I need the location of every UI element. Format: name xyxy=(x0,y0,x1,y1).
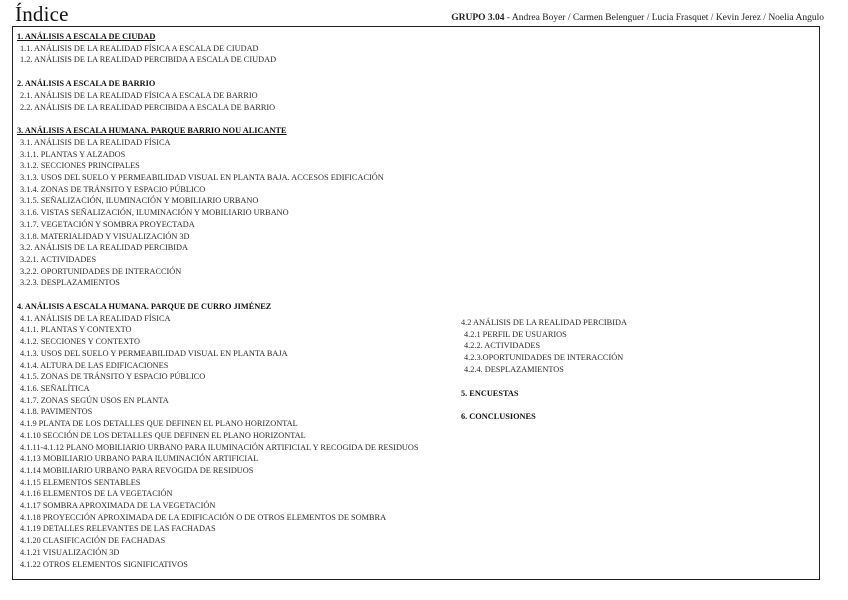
index-entry[interactable]: 4.1.4. ALTURA DE LAS EDIFICACIONES xyxy=(20,360,169,370)
index-entry[interactable]: 3.1.6. VISTAS SEÑALIZACIÓN, ILUMINACIÓN Y MOBILIARIO URBANO xyxy=(20,208,289,218)
index-entry[interactable]: 3.1.1. PLANTAS Y ALZADOS xyxy=(20,149,126,159)
index-entry[interactable]: 3.1.5. SEÑALIZACIÓN, ILUMINACIÓN Y MOBILIARIO URBANO xyxy=(20,196,259,206)
index-entry[interactable]: 4.1.14 MOBILIARIO URBANO PARA REVOGIDA DE RESIDUOS xyxy=(20,465,254,475)
index-entry[interactable]: 2.1. ANÁLISIS DE LA REALIDAD FÍSICA A ESCALA DE BARRIO xyxy=(20,90,258,100)
index-entry[interactable]: 4.2 ANÁLISIS DE LA REALIDAD PERCIBIDA xyxy=(461,318,627,327)
index-entry[interactable]: 2.2. ANÁLISIS DE LA REALIDAD PERCIBIDA A ESCALA DE BARRIO xyxy=(20,102,276,112)
index-entry[interactable]: 1.1. ANÁLISIS DE LA REALIDAD FÍSICA A ESCALA DE CIUDAD xyxy=(20,43,259,53)
index-entry[interactable]: 4.1.15 ELEMENTOS SENTABLES xyxy=(20,477,141,487)
index-entry[interactable]: 4.2.3.OPORTUNIDADES DE INTERACCIÓN xyxy=(464,353,624,363)
page-title: Índice xyxy=(15,2,69,26)
index-column-left xyxy=(17,31,457,570)
index-entry[interactable]: 4.1.11-4.1.12 PLANO MOBILIARIO URBANO PARA ILUMINACIÓN ARTIFICIAL Y RECOGIDA DE RESIDUOS xyxy=(20,442,419,452)
index-entry[interactable]: 4.2.1 PERFIL DE USUARIOS xyxy=(464,329,567,339)
index-entry[interactable]: 4.1.9 PLANTA DE LOS DETALLES QUE DEFINEN EL PLANO HORIZONTAL xyxy=(20,419,298,429)
index-entry[interactable]: 3.2. ANÁLISIS DE LA REALIDAD PERCIBIDA xyxy=(20,243,189,253)
index-column-right xyxy=(461,317,801,423)
index-entry[interactable]: 3.1.3. USOS DEL SUELO Y PERMEABILIDAD VISUAL EN PLANTA BAJA. ACCESOS EDIFICACIÓN xyxy=(20,173,384,183)
index-entry[interactable]: 3.1. ANÁLISIS DE LA REALIDAD FÍSICA xyxy=(20,137,171,147)
index-entry[interactable]: 4.1. ANÁLISIS DE LA REALIDAD FÍSICA xyxy=(20,313,171,323)
index-entry[interactable]: 4.1.8. PAVIMENTOS xyxy=(20,407,93,417)
section-3-title[interactable]: 3. ANÁLISIS A ESCALA HUMANA. PARQUE BARRIO NOU ALICANTE xyxy=(17,126,287,136)
index-entry[interactable]: 4.1.13 MOBILIARIO URBANO PARA ILUMINACIÓN ARTIFICIAL xyxy=(20,454,259,464)
index-entry[interactable]: 4.2.4. DESPLAZAMIENTOS xyxy=(464,364,564,374)
index-entry[interactable]: 4.1.5. ZONAS DE TRÁNSITO Y ESPACIO PÚBLICO xyxy=(20,372,206,382)
index-entry[interactable]: 3.2.2. OPORTUNIDADES DE INTERACCIÓN xyxy=(20,266,182,276)
section-6-title[interactable]: 6. CONCLUSIONES xyxy=(461,412,536,422)
index-entry[interactable]: 4.1.7. ZONAS SEGÚN USOS EN PLANTA xyxy=(20,395,169,405)
index-entry[interactable]: 4.1.3. USOS DEL SUELO Y PERMEABILIDAD VISUAL EN PLANTA BAJA xyxy=(20,348,288,358)
group-label: GRUPO 3.04 xyxy=(451,13,505,23)
index-entry[interactable]: 4.1.20 CLASIFICACIÓN DE FACHADAS xyxy=(20,536,166,546)
index-entry[interactable]: 4.1.21 VISUALIZACIÓN 3D xyxy=(20,547,120,557)
section-4-title[interactable]: 4. ANÁLISIS A ESCALA HUMANA. PARQUE DE CURRO JIMÉNEZ xyxy=(17,302,272,312)
index-entry[interactable]: 4.1.17 SOMBRA APROXIMADA DE LA VEGETACIÓN xyxy=(20,501,216,511)
index-entry[interactable]: 3.2.1. ACTIVIDADES xyxy=(20,254,97,264)
index-entry[interactable]: 4.1.19 DETALLES RELEVANTES DE LAS FACHADAS xyxy=(20,524,216,534)
section-1-title[interactable]: 1. ANÁLISIS A ESCALA DE CIUDAD xyxy=(17,32,156,41)
index-entry[interactable]: 3.2.3. DESPLAZAMIENTOS xyxy=(20,278,120,288)
index-frame xyxy=(12,26,820,580)
index-entry[interactable]: 4.1.2. SECCIONES Y CONTEXTO xyxy=(20,337,141,347)
index-entry[interactable]: 4.1.10 SECCIÓN DE LOS DETALLES QUE DEFINEN EL PLANO HORIZONTAL xyxy=(20,430,306,440)
index-entry[interactable]: 3.1.2. SECCIONES PRINCIPALES xyxy=(20,161,140,171)
index-entry[interactable]: 4.1.1. PLANTAS Y CONTEXTO xyxy=(20,325,132,335)
index-entry[interactable]: 1.2. ANÁLISIS DE LA REALIDAD PERCIBIDA A ESCALA DE CIUDAD xyxy=(20,55,277,65)
index-entry[interactable]: 4.1.16 ELEMENTOS DE LA VEGETACIÓN xyxy=(20,489,173,499)
index-entry[interactable]: 4.1.22 OTROS ELEMENTOS SIGNIFICATIVOS xyxy=(20,559,188,569)
group-authors xyxy=(451,13,824,23)
authors-list: - Andrea Boyer / Carmen Belenguer / Lucia Frasquet / Kevin Jerez / Noelia Angulo xyxy=(504,13,824,23)
index-entry[interactable]: 3.1.7. VEGETACIÓN Y SOMBRA PROYECTADA xyxy=(20,219,195,229)
section-5-title[interactable]: 5. ENCUESTAS xyxy=(461,388,519,398)
index-entry[interactable]: 4.1.6. SEÑALÍTICA xyxy=(20,383,90,393)
index-entry[interactable]: 4.2.2. ACTIVIDADES xyxy=(464,341,541,351)
index-entry[interactable]: 4.1.18 PROYECCIÓN APROXIMADA DE LA EDIFICACIÓN O DE OTROS ELEMENTOS DE SOMBRA xyxy=(20,512,387,522)
index-entry[interactable]: 3.1.4. ZONAS DE TRÁNSITO Y ESPACIO PÚBLICO xyxy=(20,184,206,194)
index-entry[interactable]: 3.1.8. MATERIALIDAD Y VISUALIZACIÓN 3D xyxy=(20,231,190,241)
section-2-title[interactable]: 2. ANÁLISIS A ESCALA DE BARRIO xyxy=(17,79,156,89)
